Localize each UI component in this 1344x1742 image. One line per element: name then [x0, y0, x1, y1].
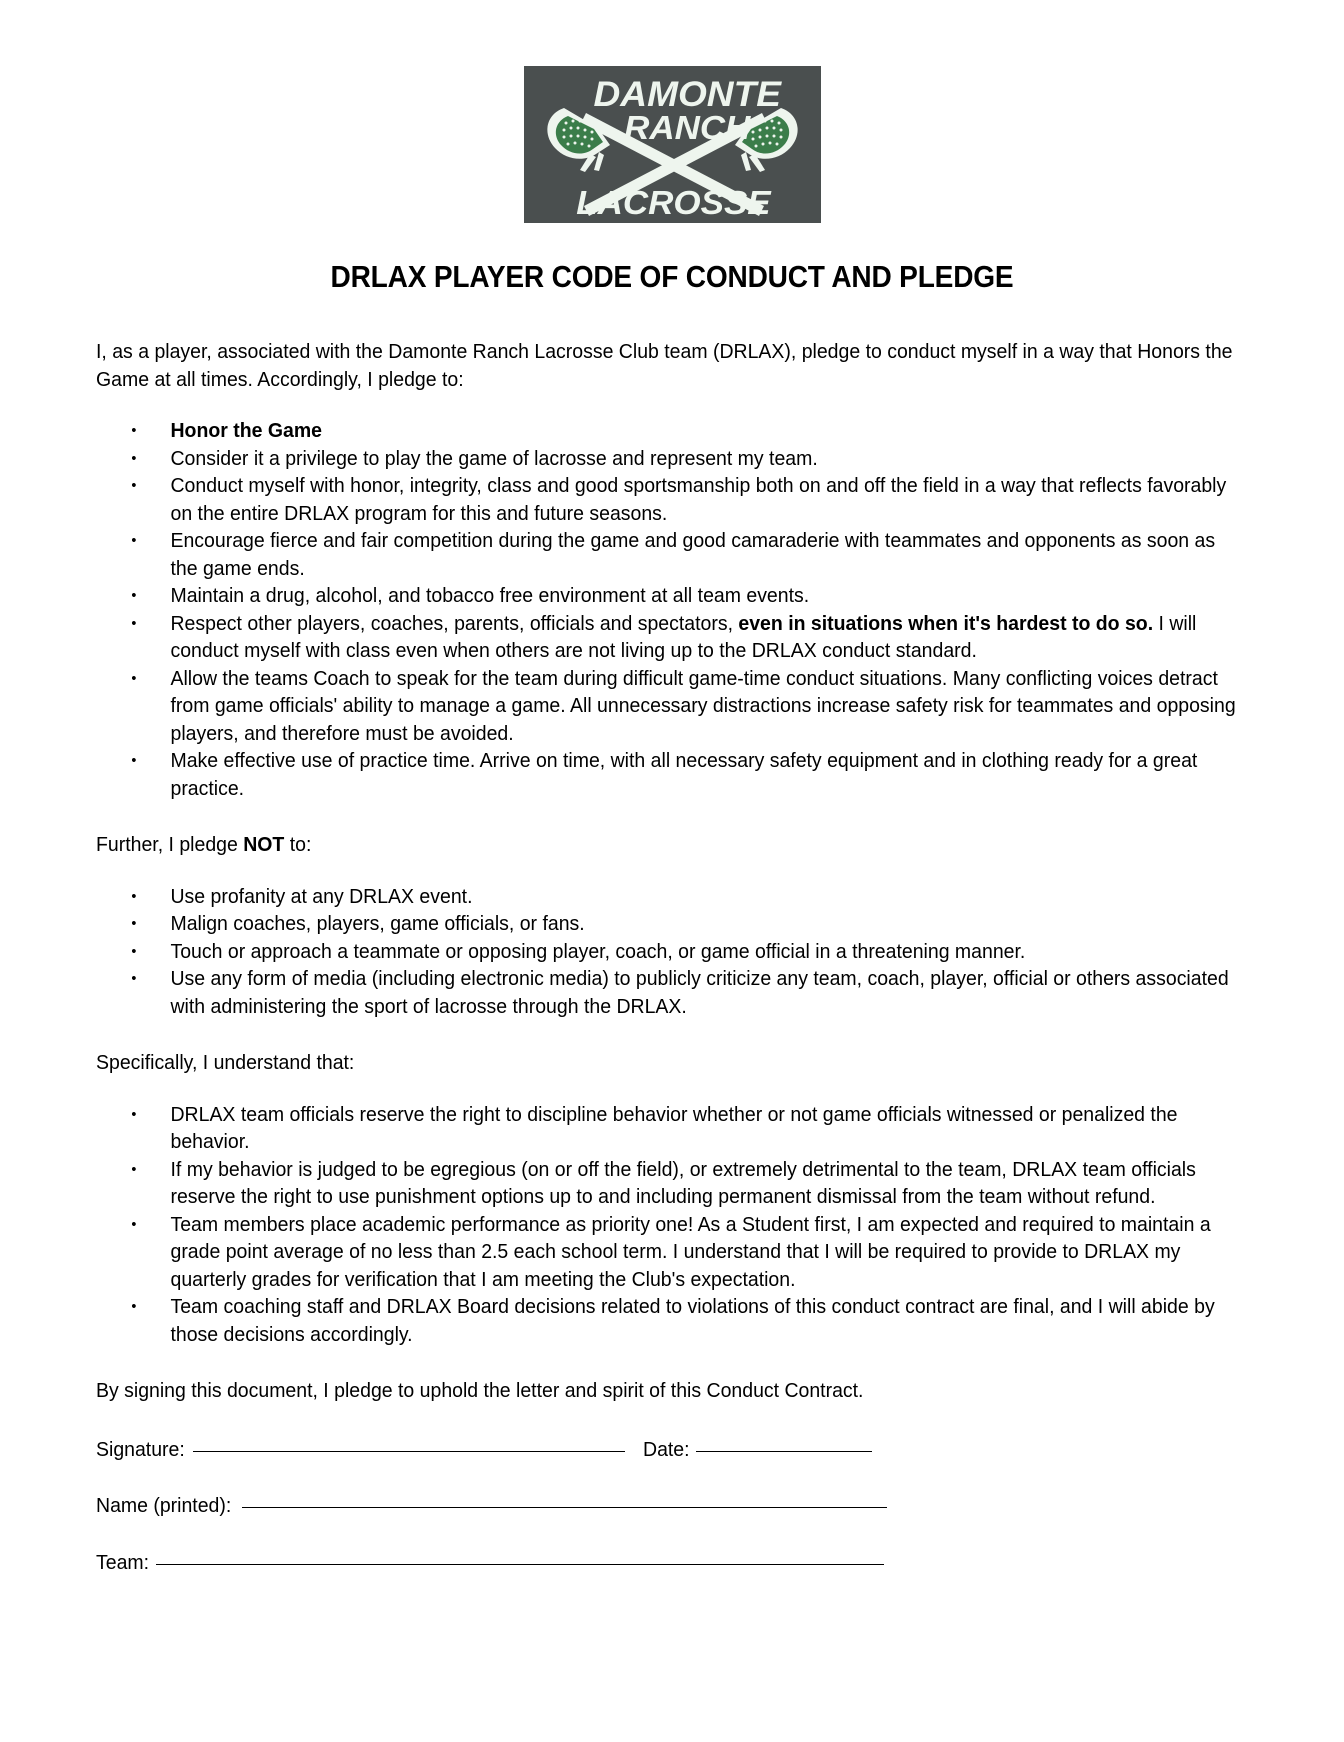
respect-text-tail: I will conduct myself with class even when others are not living up to the DRLAX conduct standard.	[170, 612, 1197, 662]
further-heading-not: NOT	[243, 834, 285, 856]
name-label: Name (printed):	[96, 1495, 232, 1517]
list-item	[96, 418, 1246, 446]
team-input-line[interactable]	[156, 1564, 884, 1565]
list-item: • Maintain a drug, alcohol, and tobacco free environment at all team events.	[96, 583, 1246, 611]
respect-text-lead: Respect other players, coaches, parents, officials and spectators,	[170, 612, 739, 635]
specifically-list	[96, 1102, 1248, 1350]
list-item: • DRLAX team officials reserve the right to discipline behavior whether or not game officials witnessed or penalized the behavior.	[96, 1102, 1246, 1157]
list-item: • If my behavior is judged to be egregious (on or off the field), or extremely detrimental to the team, DRLAX team officials reserve the right to use punishment options up to and including permanent dismissal from the team without refund.	[96, 1157, 1246, 1212]
list-item: • Make effective use of practice time. Arrive on time, with all necessary safety equipment and in clothing ready for a great practice.	[96, 748, 1246, 803]
respect-text-emphasis: even in situations when it's hardest to do so.	[738, 612, 1154, 635]
logo-text-ranch: RANCH	[623, 109, 750, 147]
signature-label: Signature:	[96, 1438, 185, 1461]
list-item: • Conduct myself with honor, integrity, class and good sportsmanship both on and off the field in a way that reflects favorably on the entire DRLAX program for this and future seasons.	[96, 473, 1246, 528]
further-heading	[96, 832, 1246, 860]
list-item	[96, 611, 1246, 666]
damonte-ranch-lacrosse-logo	[524, 66, 821, 223]
signature-block	[96, 1437, 1248, 1578]
document-body	[0, 339, 1344, 1577]
pledge-item-bold: Honor the Game	[170, 420, 322, 442]
date-label: Date:	[642, 1438, 690, 1461]
team-label: Team:	[96, 1551, 150, 1574]
list-item: • Team members place academic performance as priority one! As a Student first, I am expected and required to maintain a grade point average of no less than 2.5 each school term. I understand that I will be required to provide to DRLAX my quarterly grades for verification that I am meeting the Club's expectation.	[96, 1212, 1246, 1295]
signature-input-line[interactable]	[193, 1451, 625, 1452]
logo-container	[0, 0, 1344, 223]
team-row	[96, 1550, 1248, 1578]
list-item: • Team coaching staff and DRLAX Board decisions related to violations of this conduct contract are final, and I will abide by those decisions accordingly.	[96, 1294, 1246, 1349]
list-item: • Malign coaches, players, game officials, or fans.	[96, 911, 1246, 939]
further-heading-lead: Further, I pledge	[96, 834, 244, 856]
further-heading-tail: to:	[284, 834, 312, 856]
list-item: • Encourage fierce and fair competition during the game and good camaraderie with teammates and opponents as soon as the game ends.	[96, 528, 1246, 583]
specifically-heading: Specifically, I understand that:	[96, 1052, 355, 1074]
list-item: • Use any form of media (including electronic media) to publicly criticize any team, coach, player, official or others associated with administering the sport of lacrosse through the DRLAX.	[96, 966, 1246, 1021]
name-row	[96, 1493, 1248, 1521]
not-to-list	[96, 884, 1248, 1022]
name-input-line[interactable]	[242, 1507, 887, 1508]
logo-text-lacrosse: LACROSSE	[575, 184, 771, 222]
intro-paragraph: I, as a player, associated with the Damonte Ranch Lacrosse Club team (DRLAX), pledge to conduct myself in a way that Honors the Game at all times. Accordingly, I pledge to:	[96, 341, 1233, 391]
closing-paragraph: By signing this document, I pledge to uphold the letter and spirit of this Conduct Contract.	[96, 1380, 864, 1402]
list-item: • Touch or approach a teammate or opposing player, coach, or game official in a threatening manner.	[96, 939, 1246, 967]
page-title: DRLAX PLAYER CODE OF CONDUCT AND PLEDGE	[330, 260, 1014, 294]
signature-row	[96, 1437, 1248, 1465]
logo-text-damonte: DAMONTE	[593, 73, 781, 114]
pledge-list	[96, 418, 1248, 803]
list-item: • Consider it a privilege to play the game of lacrosse and represent my team.	[96, 446, 1246, 474]
list-item: • Allow the teams Coach to speak for the team during difficult game-time conduct situations. Many conflicting voices detract from game officials' ability to manage a game. All unnecessary distractions increase safety risk for teammates and opposing players, and therefore must be avoided.	[96, 666, 1246, 749]
date-input-line[interactable]	[696, 1451, 872, 1452]
list-item: • Use profanity at any DRLAX event.	[96, 884, 1246, 912]
